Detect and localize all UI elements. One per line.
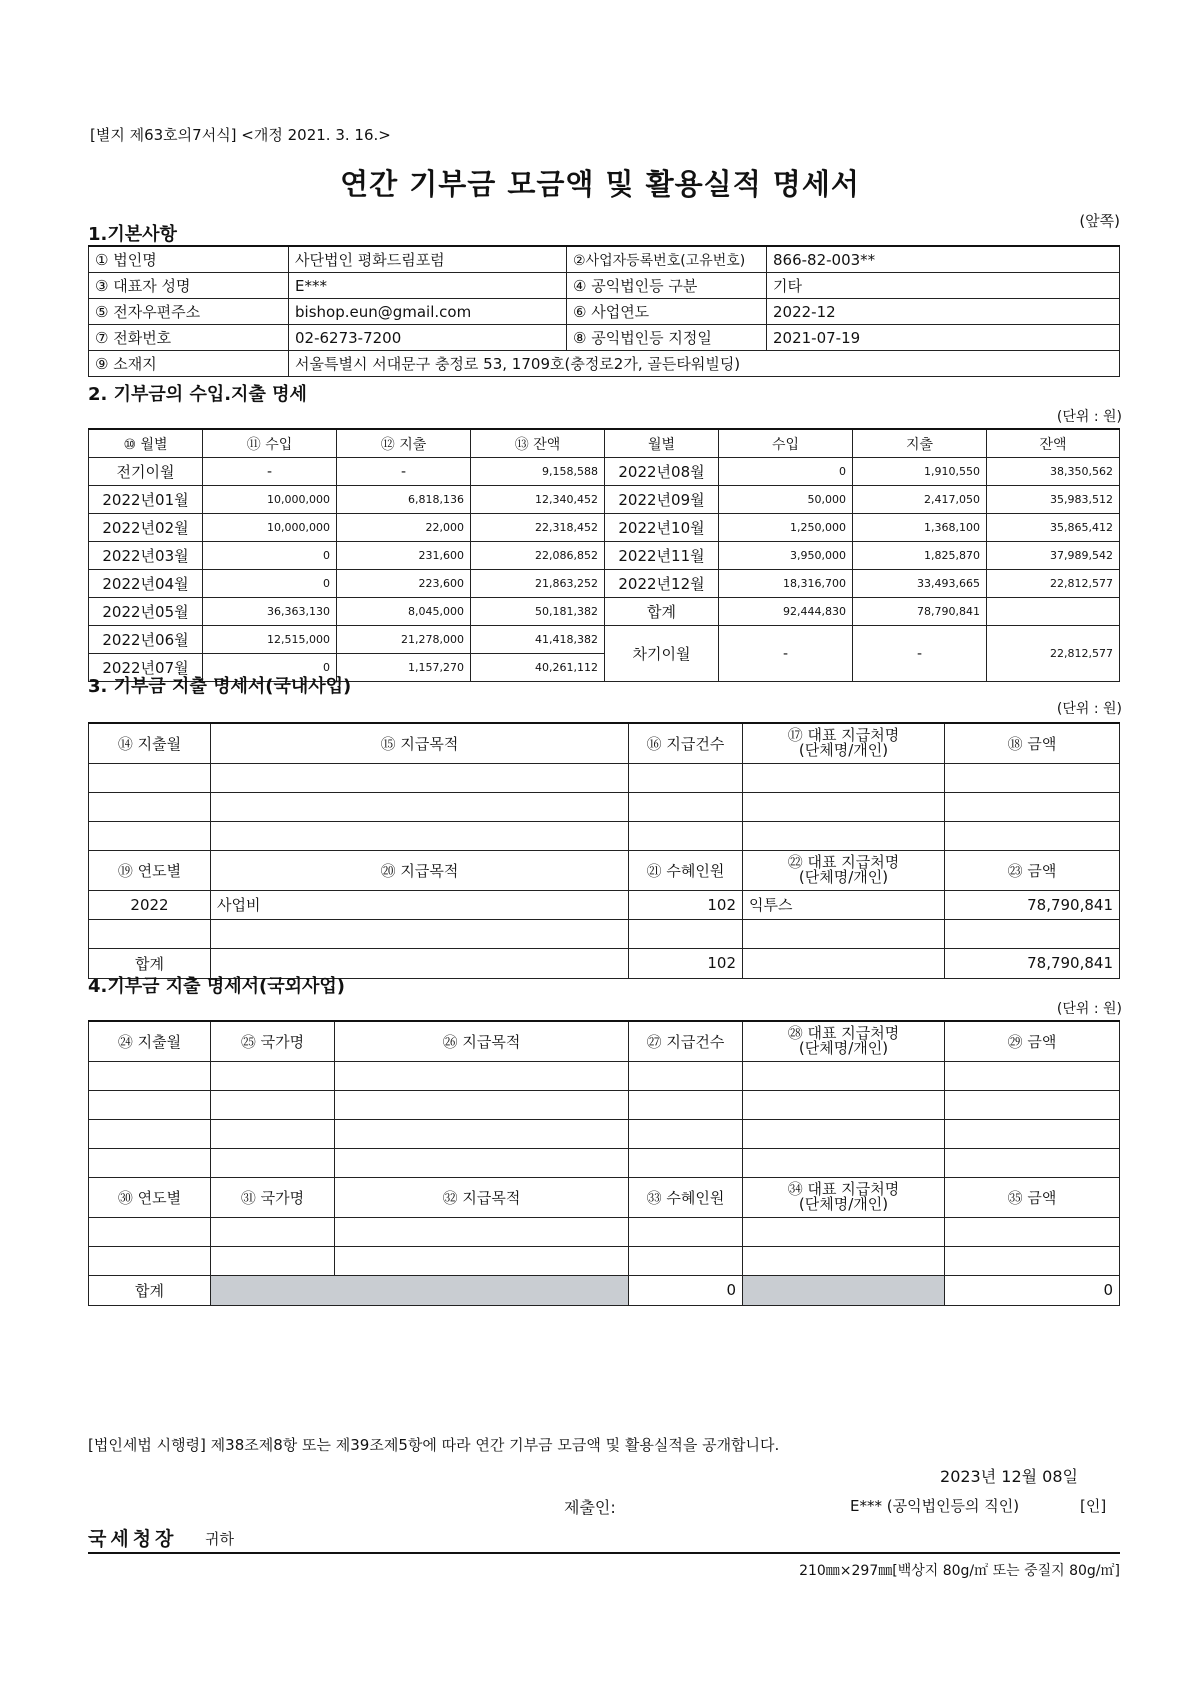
- header-country-b: ㉛ 국가명: [211, 1177, 335, 1217]
- header-balance-2: 잔액: [987, 429, 1120, 458]
- domestic-empty-row: [89, 919, 1120, 948]
- total-beneficiaries: 102: [629, 948, 743, 978]
- income-row: [89, 486, 1120, 514]
- month-cell: 2022년11월: [605, 542, 719, 570]
- header-payee-b-line1: ㉞ 대표 지급처명: [787, 1180, 900, 1198]
- shaded-cell: [211, 1275, 629, 1305]
- header-payee: [743, 1021, 945, 1061]
- value-email: bishop.eun@gmail.com: [289, 299, 567, 325]
- balance-cell: 35,865,412: [987, 514, 1120, 542]
- basic-row: [89, 273, 1120, 299]
- header-income-2: 수입: [719, 429, 853, 458]
- income-cell: -: [203, 458, 337, 486]
- expense-cell: 1,910,550: [853, 458, 987, 486]
- overseas-empty-row: [89, 1217, 1120, 1246]
- balance-cell: 35,983,512: [987, 486, 1120, 514]
- amount-cell: 78,790,841: [945, 890, 1120, 919]
- overseas-expense-table: [88, 1020, 1120, 1306]
- label-rep-name: ③ 대표자 성명: [89, 273, 289, 299]
- month-cell: 전기이월: [89, 458, 203, 486]
- month-cell: 2022년10월: [605, 514, 719, 542]
- submission-date: 2023년 12월 08일: [940, 1467, 1078, 1486]
- label-biz-no: ②사업자등록번호(고유번호): [567, 246, 767, 273]
- header-year: ㉚ 연도별: [89, 1177, 211, 1217]
- header-count: ⑯ 지급건수: [629, 723, 743, 763]
- total-beneficiaries: 0: [629, 1275, 743, 1305]
- income-cell: 0: [203, 570, 337, 598]
- overseas-empty-row: [89, 1090, 1120, 1119]
- month-cell: 2022년12월: [605, 570, 719, 598]
- domestic-data-row: [89, 890, 1120, 919]
- header-payee: [743, 723, 945, 763]
- value-rep-name: E***: [289, 273, 567, 299]
- carry-forward-label: 차기이월: [605, 626, 719, 682]
- income-cell: 1,250,000: [719, 514, 853, 542]
- expense-cell: -: [337, 458, 471, 486]
- balance-cell: 12,340,452: [471, 486, 605, 514]
- header-expense-2: 지출: [853, 429, 987, 458]
- section3-unit: (단위 : 원): [1056, 701, 1122, 717]
- page-title: 연간 기부금 모금액 및 활용실적 명세서: [340, 167, 860, 201]
- footer-divider: [88, 1552, 1120, 1554]
- month-cell: 2022년05월: [89, 598, 203, 626]
- label-phone: ⑦ 전화번호: [89, 325, 289, 351]
- overseas-empty-row: [89, 1246, 1120, 1275]
- header-payee-b-line1: ㉒ 대표 지급처명: [787, 853, 900, 871]
- value-biz-no: 866-82-003**: [767, 246, 1120, 273]
- balance-cell: 22,318,452: [471, 514, 605, 542]
- expense-cell: 1,368,100: [853, 514, 987, 542]
- month-cell: 2022년01월: [89, 486, 203, 514]
- label-corp-name: ① 법인명: [89, 246, 289, 273]
- balance-cell: 38,350,562: [987, 458, 1120, 486]
- month-cell: 2022년06월: [89, 626, 203, 654]
- front-side-label: (앞쪽): [1079, 212, 1120, 230]
- overseas-total-row: [89, 1275, 1120, 1305]
- income-cell: 3,950,000: [719, 542, 853, 570]
- balance-cell: 22,086,852: [471, 542, 605, 570]
- value-fiscal-year: 2022-12: [767, 299, 1120, 325]
- header-payee-line2: (단체명/개인): [798, 1039, 889, 1058]
- beneficiaries-cell: 102: [629, 890, 743, 919]
- header-purpose-b: ㉜ 지급목적: [335, 1177, 629, 1217]
- basic-row: [89, 325, 1120, 351]
- balance-cell: 40,261,112: [471, 654, 605, 682]
- domestic-header-b: [89, 850, 1120, 890]
- header-purpose: ⑮ 지급목적: [211, 723, 629, 763]
- balance-cell: 9,158,588: [471, 458, 605, 486]
- income-cell: 50,000: [719, 486, 853, 514]
- submitter-label: 제출인:: [564, 1498, 616, 1517]
- income-cell: 18,316,700: [719, 570, 853, 598]
- expense-cell: 21,278,000: [337, 626, 471, 654]
- value-designation-date: 2021-07-19: [767, 325, 1120, 351]
- recipient: 국세청장: [88, 1528, 178, 1550]
- carry-forward-balance: 22,812,577: [987, 626, 1120, 682]
- overseas-empty-row: [89, 1061, 1120, 1090]
- month-cell: 2022년08월: [605, 458, 719, 486]
- month-cell: 2022년09월: [605, 486, 719, 514]
- income-cell: 12,515,000: [203, 626, 337, 654]
- expense-cell: 22,000: [337, 514, 471, 542]
- income-cell: 0: [203, 654, 337, 682]
- overseas-header-a: [89, 1021, 1120, 1061]
- income-cell: 0: [203, 542, 337, 570]
- balance-cell: 21,863,252: [471, 570, 605, 598]
- header-purpose: ㉖ 지급목적: [335, 1021, 629, 1061]
- recipient-suffix: 귀하: [205, 1530, 234, 1548]
- label-fiscal-year: ⑥ 사업연도: [567, 299, 767, 325]
- carry-forward-income: -: [719, 626, 853, 682]
- section2-unit: (단위 : 원): [1056, 409, 1122, 425]
- income-row: [89, 598, 1120, 626]
- header-beneficiaries: ㉝ 수혜인원: [629, 1177, 743, 1217]
- label-email: ⑤ 전자우편주소: [89, 299, 289, 325]
- value-corp-name: 사단법인 평화드림포럼: [289, 246, 567, 273]
- label-corp-type: ④ 공익법인등 구분: [567, 273, 767, 299]
- income-row: [89, 542, 1120, 570]
- header-payee-b-line2: (단체명/개인): [798, 868, 889, 886]
- domestic-expense-table: [88, 722, 1120, 979]
- income-cell: 10,000,000: [203, 514, 337, 542]
- income-row: [89, 626, 1120, 654]
- income-cell: 0: [719, 458, 853, 486]
- domestic-empty-row: [89, 792, 1120, 821]
- total-amount: 78,790,841: [945, 948, 1120, 978]
- month-cell: 2022년02월: [89, 514, 203, 542]
- section3-title: 3. 기부금 지출 명세서(국내사업): [88, 676, 352, 697]
- domestic-empty-row: [89, 763, 1120, 792]
- header-payee-b: [743, 1177, 945, 1217]
- header-amount-b: ㉟ 금액: [945, 1177, 1120, 1217]
- header-amount: ㉙ 금액: [945, 1021, 1120, 1061]
- income-row: [89, 514, 1120, 542]
- header-spend-month: ㉔ 지출월: [89, 1021, 211, 1061]
- overseas-header-b: [89, 1177, 1120, 1217]
- overseas-empty-row: [89, 1119, 1120, 1148]
- header-payee-line1: ㉘ 대표 지급처명: [787, 1024, 900, 1043]
- total-amount: 0: [945, 1275, 1120, 1305]
- total-expense-cell: 78,790,841: [853, 598, 987, 626]
- header-month-2: 월별: [605, 429, 719, 458]
- form-number: [별지 제63호의7서식] <개정 2021. 3. 16.>: [90, 126, 391, 144]
- header-expense: ⑫ 지출: [337, 429, 471, 458]
- expense-cell: 223,600: [337, 570, 471, 598]
- total-label-cell: 합계: [605, 598, 719, 626]
- expense-cell: 8,045,000: [337, 598, 471, 626]
- header-balance: ⑬ 잔액: [471, 429, 605, 458]
- basic-row: [89, 246, 1120, 273]
- income-row: [89, 570, 1120, 598]
- header-payee-line2: (단체명/개인): [798, 741, 889, 760]
- expense-cell: 1,157,270: [337, 654, 471, 682]
- income-header-row: [89, 429, 1120, 458]
- header-income: ⑪ 수입: [203, 429, 337, 458]
- submitter-name: E*** (공익법인등의 직인): [850, 1497, 1020, 1515]
- legal-statement: [법인세법 시행령] 제38조제8항 또는 제39조제5항에 따라 연간 기부금 모금액 및 활용실적을 공개합니다.: [88, 1436, 780, 1454]
- basic-row: [89, 299, 1120, 325]
- total-balance-cell: [987, 598, 1120, 626]
- section1-title: 1.기본사항: [88, 224, 177, 245]
- header-payee-b: [743, 850, 945, 890]
- header-payee-b-line2: (단체명/개인): [798, 1195, 889, 1213]
- header-payee-line1: ⑰ 대표 지급처명: [787, 726, 900, 745]
- income-cell: 10,000,000: [203, 486, 337, 514]
- basic-info-table: [88, 245, 1120, 377]
- header-country: ㉕ 국가명: [211, 1021, 335, 1061]
- expense-cell: 231,600: [337, 542, 471, 570]
- paper-spec: 210㎜×297㎜[백상지 80g/㎡ 또는 중질지 80g/㎡]: [799, 1563, 1120, 1579]
- carry-forward-expense: -: [853, 626, 987, 682]
- balance-cell: 41,418,382: [471, 626, 605, 654]
- value-phone: 02-6273-7200: [289, 325, 567, 351]
- expense-cell: 2,417,050: [853, 486, 987, 514]
- balance-cell: 22,812,577: [987, 570, 1120, 598]
- header-count: ㉗ 지급건수: [629, 1021, 743, 1061]
- header-amount: ⑱ 금액: [945, 723, 1120, 763]
- expense-cell: 1,825,870: [853, 542, 987, 570]
- income-cell: 36,363,130: [203, 598, 337, 626]
- domestic-header-a: [89, 723, 1120, 763]
- header-beneficiaries: ㉑ 수혜인원: [629, 850, 743, 890]
- section2-title: 2. 기부금의 수입.지출 명세: [88, 384, 307, 405]
- month-cell: 2022년03월: [89, 542, 203, 570]
- seal-mark: [인]: [1080, 1497, 1107, 1515]
- total-label: 합계: [89, 1275, 211, 1305]
- total-label: 합계: [89, 948, 211, 978]
- value-address: 서울특별시 서대문구 충정로 53, 1709호(충정로2가, 골든타워빌딩): [289, 351, 1120, 377]
- label-address: ⑨ 소재지: [89, 351, 289, 377]
- total-income-cell: 92,444,830: [719, 598, 853, 626]
- balance-cell: 50,181,382: [471, 598, 605, 626]
- month-cell: 2022년04월: [89, 570, 203, 598]
- domestic-empty-row: [89, 821, 1120, 850]
- overseas-empty-row: [89, 1148, 1120, 1177]
- label-designation-date: ⑧ 공익법인등 지정일: [567, 325, 767, 351]
- payee-cell: 익투스: [743, 890, 945, 919]
- basic-row: [89, 351, 1120, 377]
- income-expense-table: [88, 428, 1120, 682]
- income-row: [89, 458, 1120, 486]
- purpose-cell: 사업비: [211, 890, 629, 919]
- header-year: ⑲ 연도별: [89, 850, 211, 890]
- expense-cell: 6,818,136: [337, 486, 471, 514]
- section4-unit: (단위 : 원): [1056, 1001, 1122, 1017]
- value-corp-type: 기타: [767, 273, 1120, 299]
- shaded-cell: [743, 1275, 945, 1305]
- expense-cell: 33,493,665: [853, 570, 987, 598]
- section4-title: 4.기부금 지출 명세서(국외사업): [88, 976, 346, 997]
- balance-cell: 37,989,542: [987, 542, 1120, 570]
- month-cell: 2022년07월: [89, 654, 203, 682]
- year-cell: 2022: [89, 890, 211, 919]
- header-spend-month: ⑭ 지출월: [89, 723, 211, 763]
- header-purpose-b: ⑳ 지급목적: [211, 850, 629, 890]
- header-amount-b: ㉓ 금액: [945, 850, 1120, 890]
- header-month: ⑩ 월별: [89, 429, 203, 458]
